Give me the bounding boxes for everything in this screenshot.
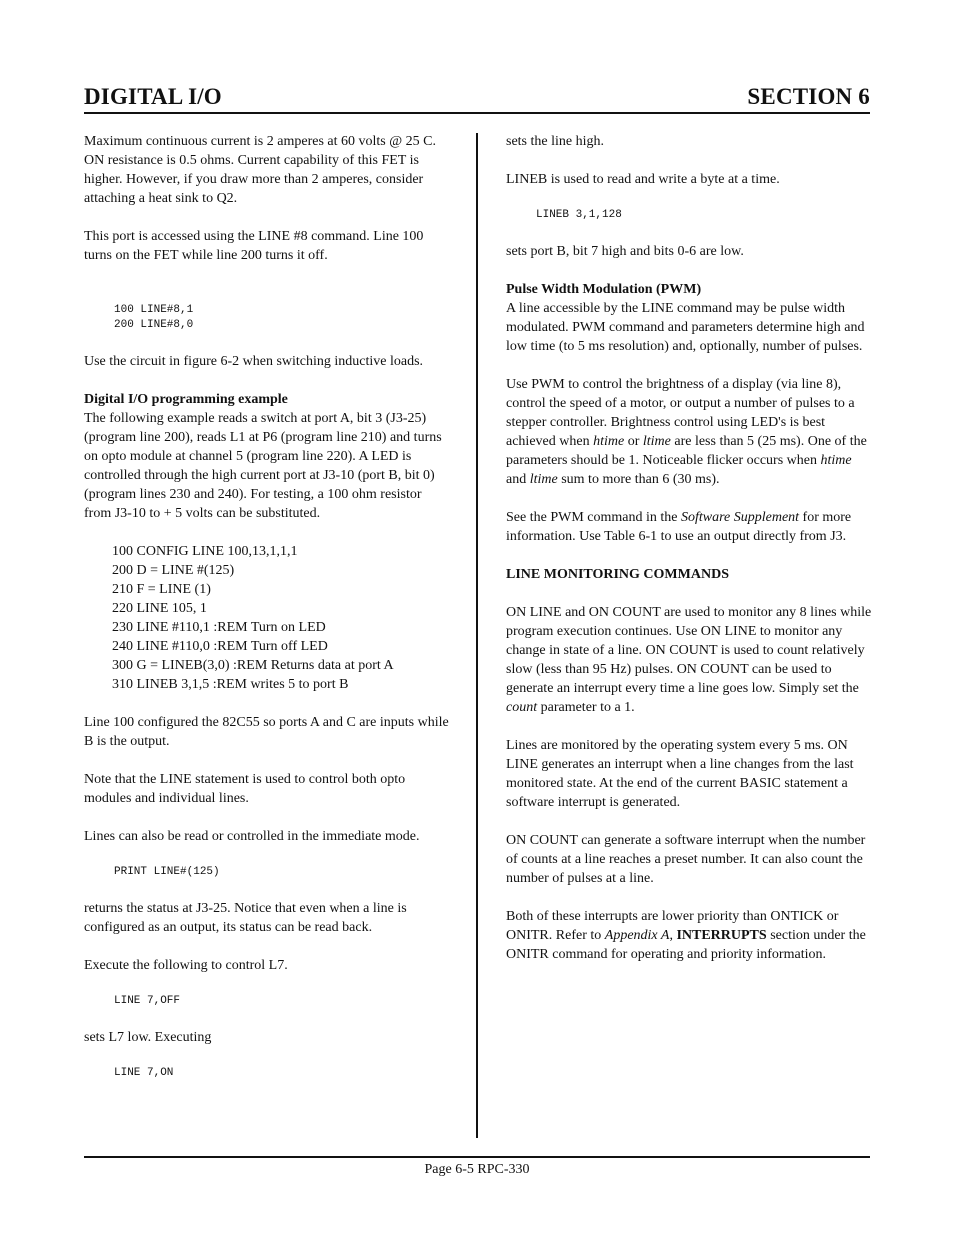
paragraph: Note that the LINE statement is used to control both opto modules and individual lines. [84,772,406,806]
paragraph: Maximum continuous current is 2 amperes at 60 volts @ 25 C. ON resistance is 0.5 ohms. Current capability of this FET is higher. However, if you draw more than 2 amperes, consider attaching a heat sink to Q2. [84,134,436,206]
paragraph: sets the line high. [506,134,604,149]
paragraph: Lines are monitored by the operating system every 5 ms. ON LINE generates an interrupt when a line changes from the last monitored state. At the end of the current BASIC statement a software interrupt is generated. [506,738,854,810]
paragraph: Lines can also be read or controlled in the immediate mode. [84,829,420,844]
paragraph: Line 100 configured the 82C55 so ports A and C are inputs while B is the output. [84,715,449,749]
text-run: for more information. Use Table 6-1 to use an output directly from J3. [506,510,852,544]
paragraph: returns the status at J3-25. Notice that even when a line is configured as an output, its status can be read back. [84,901,407,935]
text-run: parameter to a 1. [537,700,635,715]
param-count: count [506,700,538,715]
paragraph: ON COUNT can generate a software interrupt when the number of counts at a line reaches a preset number. It can also count the number of pulses at a line. [506,833,866,886]
param-ltime: ltime [529,472,558,487]
code-line: 100 LINE#8,1 [114,304,194,316]
text-run: ON LINE and ON COUNT are used to monitor any 8 lines while program execution continues. Use ON LINE to monitor any change in state of a line. ON COUNT is used to count relatively slow (less than 95 Hz) pulses. ON COUNT can be used to generate an interrupt every time a line goes low. Simply set the [506,605,872,696]
param-htime: htime [593,434,625,449]
paragraph: A line accessible by the LINE command may be pulse width modulated. PWM command and parameters determine high and low time (to 5 ms resolution) and, optionally, number of pulses. [506,301,865,354]
paragraph [506,907,872,964]
header-rule [84,112,870,114]
program-listing [112,542,450,694]
paragraph [506,375,872,489]
section-heading: LINE MONITORING COMMANDS [506,567,729,582]
program-line: 200 D = LINE #(125) [112,563,235,578]
paragraph: LINEB is used to read and write a byte at a time. [506,172,780,187]
column-divider [476,133,478,1138]
right-column [506,132,872,983]
paragraph: The following example reads a switch at port A, bit 3 (J3-25) (program line 200), reads L1 at P6 (program line 210) and turns on opto module at channel 5 (program line 220). A LED is controlled through the high current port at J3-10 (port B, bit 0) (program lines 230 and 240). For testing, a 100 ohm resistor from J3-10 to + 5 volts can be substituted. [84,411,442,521]
param-htime: htime [820,453,852,468]
text-run: and [506,472,530,487]
text-run: or [624,434,643,449]
software-supplement-ref: Software Supplement [680,510,800,525]
program-line: 100 CONFIG LINE 100,13,1,1,1 [112,544,298,559]
spacer [84,284,450,303]
program-line: 240 LINE #110,0 :REM Turn off LED [112,639,328,654]
code-block: LINE 7,OFF [114,995,181,1007]
appendix-ref: Appendix A [604,928,670,943]
code-block: LINE 7,ON [114,1067,174,1079]
text-run: sum to more than 6 (30 ms). [557,472,720,487]
code-block [114,303,450,333]
program-line: 230 LINE #110,1 :REM Turn on LED [112,620,326,635]
text-run: are less than 5 (25 ms). One of the parameters should be 1. Noticeable flicker occurs when [506,434,867,468]
program-line: 220 LINE 105, 1 [112,601,207,616]
paragraph [506,508,872,546]
left-column [84,132,450,1100]
page-footer: Page 6-5 RPC-330 [424,1162,530,1177]
text-run: section under the ONITR command for operating and priority information. [506,928,866,962]
text-run: Use PWM to control the brightness of a display (via line 8), control the speed of a motor, or output a number of pulses to a stepper controller. Brightness control using LED's is best achieved when [506,377,855,449]
header-title-right: SECTION 6 [747,84,870,109]
text-run: Both of these interrupts are lower priority than ONTICK or ONITR. Refer to [506,909,839,943]
param-ltime: ltime [642,434,671,449]
code-line: 200 LINE#8,0 [114,319,194,331]
interrupts-ref: INTERRUPTS [676,928,767,943]
subheading: Digital I/O programming example [84,392,288,407]
program-line: 210 F = LINE (1) [112,582,211,597]
paragraph [506,603,872,717]
paragraph: sets port B, bit 7 high and bits 0-6 are low. [506,244,744,259]
text-run: , [669,928,677,943]
footer-rule [84,1156,870,1158]
paragraph: This port is accessed using the LINE #8 command. Line 100 turns on the FET while line 200 turns it off. [84,229,424,263]
program-line: 310 LINEB 3,1,5 :REM writes 5 to port B [112,677,349,692]
paragraph: Execute the following to control L7. [84,958,288,973]
header-title-left: DIGITAL I/O [84,84,222,109]
subheading: Pulse Width Modulation (PWM) [506,282,702,297]
code-block: LINEB 3,1,128 [536,209,622,221]
paragraph: sets L7 low. Executing [84,1030,212,1045]
program-line: 300 G = LINEB(3,0) :REM Returns data at port A [112,658,394,673]
text-run: See the PWM command in the [506,510,681,525]
paragraph: Use the circuit in figure 6-2 when switching inductive loads. [84,354,424,369]
code-block: PRINT LINE#(125) [114,866,220,878]
